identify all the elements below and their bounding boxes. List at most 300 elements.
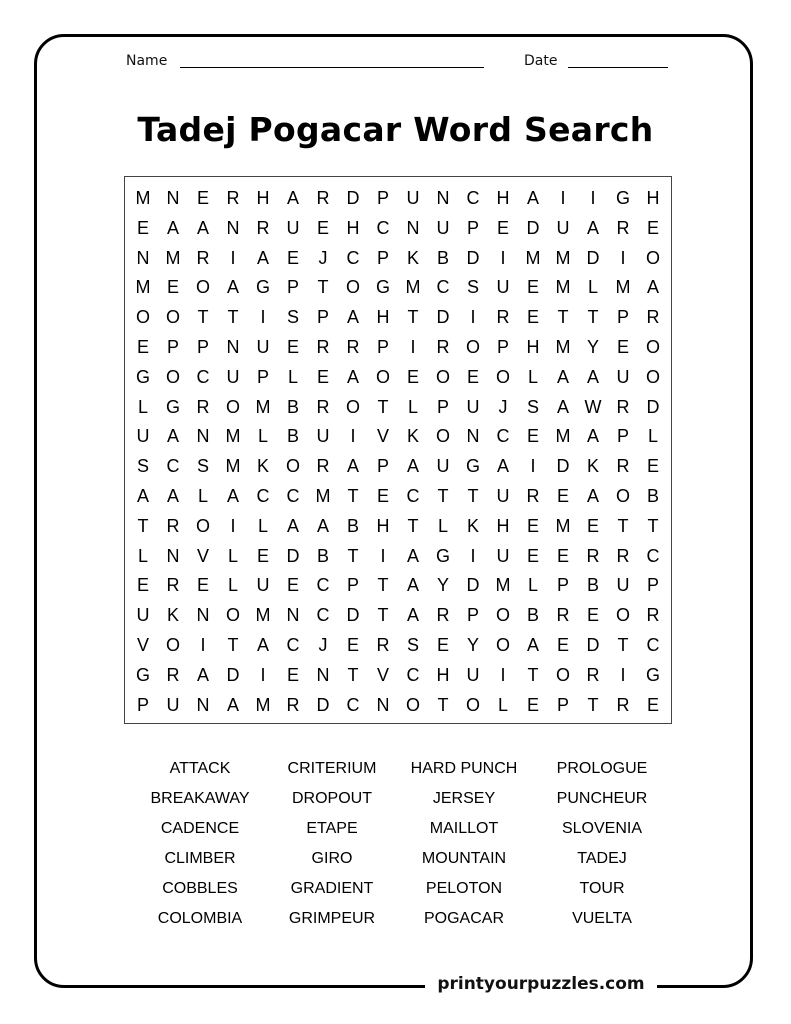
- grid-letter[interactable]: C: [376, 217, 390, 238]
- grid-letter[interactable]: S: [526, 396, 539, 417]
- grid-letter[interactable]: B: [286, 396, 299, 417]
- grid-letter[interactable]: E: [136, 575, 149, 596]
- grid-letter[interactable]: P: [136, 694, 149, 715]
- grid-letter[interactable]: W: [584, 396, 602, 417]
- grid-letter[interactable]: U: [256, 575, 270, 596]
- grid-letter[interactable]: R: [646, 307, 660, 328]
- grid-letter[interactable]: U: [406, 188, 420, 208]
- grid-letter[interactable]: A: [496, 456, 509, 477]
- grid-letter[interactable]: Y: [466, 635, 479, 655]
- grid-letter[interactable]: G: [255, 277, 270, 298]
- grid-letter[interactable]: R: [586, 545, 600, 566]
- grid-letter[interactable]: C: [166, 456, 180, 477]
- grid-letter[interactable]: R: [196, 396, 210, 417]
- grid-letter[interactable]: E: [346, 635, 359, 655]
- grid-letter[interactable]: P: [346, 575, 359, 596]
- grid-letter[interactable]: K: [406, 247, 419, 268]
- grid-letter[interactable]: E: [286, 664, 299, 685]
- grid-letter[interactable]: U: [136, 605, 150, 626]
- grid-letter[interactable]: P: [376, 337, 389, 357]
- grid-letter[interactable]: O: [375, 366, 390, 387]
- grid-letter[interactable]: C: [646, 545, 660, 566]
- grid-letter[interactable]: K: [166, 605, 179, 626]
- grid-letter[interactable]: I: [410, 337, 416, 357]
- grid-letter[interactable]: O: [345, 277, 360, 298]
- grid-letter[interactable]: B: [346, 515, 359, 536]
- grid-letter[interactable]: M: [555, 515, 571, 536]
- grid-letter[interactable]: U: [496, 486, 510, 506]
- grid-letter[interactable]: T: [467, 486, 479, 506]
- grid-letter[interactable]: U: [286, 217, 300, 238]
- grid-letter[interactable]: E: [526, 277, 539, 298]
- grid-letter[interactable]: G: [435, 545, 450, 566]
- grid-letter[interactable]: O: [465, 337, 480, 357]
- grid-letter[interactable]: M: [525, 247, 541, 268]
- grid-letter[interactable]: L: [647, 426, 658, 447]
- grid-letter[interactable]: R: [316, 456, 330, 477]
- grid-letter[interactable]: S: [466, 277, 479, 298]
- grid-letter[interactable]: M: [225, 426, 241, 447]
- grid-letter[interactable]: V: [376, 426, 389, 447]
- grid-letter[interactable]: E: [586, 605, 599, 626]
- grid-letter[interactable]: U: [616, 575, 630, 596]
- grid-letter[interactable]: D: [586, 635, 600, 655]
- grid-letter[interactable]: E: [526, 307, 539, 328]
- grid-letter[interactable]: U: [436, 456, 450, 477]
- grid-letter[interactable]: G: [645, 664, 660, 685]
- grid-letter[interactable]: R: [436, 337, 450, 357]
- grid-letter[interactable]: S: [286, 307, 299, 328]
- grid-letter[interactable]: N: [436, 188, 450, 208]
- grid-letter[interactable]: H: [376, 515, 390, 536]
- grid-letter[interactable]: C: [406, 664, 420, 685]
- grid-letter[interactable]: E: [166, 277, 179, 298]
- grid-letter[interactable]: U: [616, 366, 630, 387]
- grid-letter[interactable]: A: [226, 486, 239, 506]
- grid-letter[interactable]: D: [556, 456, 570, 477]
- grid-letter[interactable]: E: [286, 337, 299, 357]
- grid-letter[interactable]: R: [166, 664, 180, 685]
- grid-letter[interactable]: G: [135, 664, 150, 685]
- grid-letter[interactable]: A: [556, 366, 569, 387]
- grid-letter[interactable]: C: [496, 426, 510, 447]
- grid-letter[interactable]: I: [560, 188, 566, 208]
- grid-letter[interactable]: L: [527, 366, 538, 387]
- grid-letter[interactable]: O: [645, 366, 660, 387]
- grid-letter[interactable]: T: [527, 664, 539, 685]
- grid-letter[interactable]: N: [376, 694, 390, 715]
- grid-letter[interactable]: L: [257, 426, 268, 447]
- grid-letter[interactable]: E: [586, 515, 599, 536]
- grid-letter[interactable]: R: [286, 694, 300, 715]
- grid-letter[interactable]: H: [646, 188, 660, 208]
- grid-letter[interactable]: A: [646, 277, 659, 298]
- grid-letter[interactable]: E: [196, 188, 209, 208]
- grid-letter[interactable]: E: [526, 515, 539, 536]
- grid-letter[interactable]: T: [347, 664, 359, 685]
- grid-letter[interactable]: D: [226, 664, 240, 685]
- grid-letter[interactable]: C: [346, 694, 360, 715]
- grid-letter[interactable]: A: [526, 188, 539, 208]
- grid-letter[interactable]: E: [556, 486, 569, 506]
- grid-letter[interactable]: A: [586, 217, 599, 238]
- grid-letter[interactable]: O: [225, 605, 240, 626]
- grid-letter[interactable]: L: [437, 515, 448, 536]
- grid-letter[interactable]: A: [166, 486, 179, 506]
- grid-letter[interactable]: P: [376, 188, 389, 208]
- grid-letter[interactable]: A: [316, 515, 329, 536]
- grid-letter[interactable]: R: [616, 545, 630, 566]
- grid-letter[interactable]: O: [135, 307, 150, 328]
- grid-letter[interactable]: R: [586, 664, 600, 685]
- grid-letter[interactable]: I: [470, 545, 476, 566]
- grid-letter[interactable]: M: [225, 456, 241, 477]
- grid-letter[interactable]: P: [286, 277, 299, 298]
- grid-letter[interactable]: T: [437, 694, 449, 715]
- grid-letter[interactable]: V: [196, 545, 209, 566]
- grid-letter[interactable]: P: [616, 307, 629, 328]
- grid-letter[interactable]: C: [256, 486, 270, 506]
- grid-letter[interactable]: A: [226, 694, 239, 715]
- grid-letter[interactable]: E: [526, 545, 539, 566]
- grid-letter[interactable]: Y: [436, 575, 449, 596]
- grid-letter[interactable]: O: [495, 366, 510, 387]
- grid-letter[interactable]: P: [616, 426, 629, 447]
- grid-letter[interactable]: T: [617, 635, 629, 655]
- grid-letter[interactable]: I: [350, 426, 356, 447]
- grid-letter[interactable]: N: [166, 545, 180, 566]
- grid-letter[interactable]: R: [346, 337, 360, 357]
- grid-letter[interactable]: N: [316, 664, 330, 685]
- grid-letter[interactable]: H: [526, 337, 540, 357]
- grid-letter[interactable]: P: [556, 694, 569, 715]
- grid-letter[interactable]: P: [646, 575, 659, 596]
- grid-letter[interactable]: D: [346, 605, 360, 626]
- grid-letter[interactable]: R: [616, 456, 630, 477]
- grid-letter[interactable]: H: [496, 188, 510, 208]
- grid-letter[interactable]: J: [498, 396, 508, 417]
- grid-letter[interactable]: N: [286, 605, 300, 626]
- grid-letter[interactable]: R: [256, 217, 270, 238]
- grid-letter[interactable]: O: [465, 694, 480, 715]
- grid-letter[interactable]: S: [406, 635, 419, 655]
- grid-letter[interactable]: I: [260, 307, 266, 328]
- grid-letter[interactable]: T: [557, 307, 569, 328]
- grid-letter[interactable]: P: [556, 575, 569, 596]
- grid-letter[interactable]: U: [256, 337, 270, 357]
- grid-letter[interactable]: C: [646, 635, 660, 655]
- grid-letter[interactable]: V: [376, 664, 389, 685]
- grid-letter[interactable]: R: [316, 396, 330, 417]
- grid-letter[interactable]: O: [555, 664, 570, 685]
- grid-letter[interactable]: V: [136, 635, 149, 655]
- grid-letter[interactable]: K: [466, 515, 479, 536]
- grid-letter[interactable]: L: [227, 575, 238, 596]
- grid-letter[interactable]: I: [500, 664, 506, 685]
- grid-letter[interactable]: E: [406, 366, 419, 387]
- grid-letter[interactable]: O: [435, 426, 450, 447]
- grid-letter[interactable]: P: [466, 217, 479, 238]
- grid-letter[interactable]: E: [286, 247, 299, 268]
- grid-letter[interactable]: O: [645, 247, 660, 268]
- grid-letter[interactable]: C: [286, 486, 300, 506]
- grid-letter[interactable]: C: [196, 366, 210, 387]
- grid-letter[interactable]: T: [407, 307, 419, 328]
- grid-letter[interactable]: N: [196, 426, 210, 447]
- grid-letter[interactable]: T: [377, 396, 389, 417]
- grid-letter[interactable]: L: [287, 366, 298, 387]
- grid-letter[interactable]: R: [316, 337, 330, 357]
- grid-letter[interactable]: K: [406, 426, 419, 447]
- grid-letter[interactable]: O: [495, 605, 510, 626]
- grid-letter[interactable]: I: [230, 515, 236, 536]
- grid-letter[interactable]: A: [406, 605, 419, 626]
- grid-letter[interactable]: M: [255, 396, 271, 417]
- grid-letter[interactable]: A: [346, 307, 359, 328]
- grid-letter[interactable]: I: [590, 188, 596, 208]
- grid-letter[interactable]: M: [405, 277, 421, 298]
- grid-letter[interactable]: M: [255, 694, 271, 715]
- grid-letter[interactable]: D: [286, 545, 300, 566]
- grid-letter[interactable]: C: [346, 247, 360, 268]
- date-field-line[interactable]: [568, 67, 668, 68]
- grid-letter[interactable]: K: [586, 456, 599, 477]
- grid-letter[interactable]: E: [496, 217, 509, 238]
- grid-letter[interactable]: A: [286, 515, 299, 536]
- grid-letter[interactable]: I: [470, 307, 476, 328]
- grid-letter[interactable]: H: [496, 515, 510, 536]
- grid-letter[interactable]: I: [380, 545, 386, 566]
- grid-letter[interactable]: N: [196, 694, 210, 715]
- grid-letter[interactable]: O: [285, 456, 300, 477]
- grid-letter[interactable]: L: [137, 545, 148, 566]
- grid-letter[interactable]: E: [256, 545, 269, 566]
- grid-letter[interactable]: M: [135, 277, 151, 298]
- grid-letter[interactable]: R: [436, 605, 450, 626]
- grid-letter[interactable]: P: [436, 396, 449, 417]
- grid-letter[interactable]: P: [196, 337, 209, 357]
- grid-letter[interactable]: A: [256, 247, 269, 268]
- grid-letter[interactable]: D: [586, 247, 600, 268]
- grid-letter[interactable]: P: [466, 605, 479, 626]
- grid-letter[interactable]: E: [316, 217, 329, 238]
- grid-letter[interactable]: U: [226, 366, 240, 387]
- grid-letter[interactable]: Y: [586, 337, 599, 357]
- grid-letter[interactable]: T: [347, 486, 359, 506]
- grid-letter[interactable]: N: [226, 337, 240, 357]
- grid-letter[interactable]: G: [165, 396, 180, 417]
- grid-letter[interactable]: P: [256, 366, 269, 387]
- grid-letter[interactable]: O: [195, 515, 210, 536]
- grid-letter[interactable]: M: [615, 277, 631, 298]
- grid-letter[interactable]: A: [256, 635, 269, 655]
- grid-letter[interactable]: A: [226, 277, 239, 298]
- grid-letter[interactable]: P: [316, 307, 329, 328]
- grid-letter[interactable]: L: [197, 486, 208, 506]
- grid-letter[interactable]: L: [527, 575, 538, 596]
- grid-letter[interactable]: T: [317, 277, 329, 298]
- grid-letter[interactable]: S: [196, 456, 209, 477]
- grid-letter[interactable]: O: [645, 337, 660, 357]
- grid-letter[interactable]: R: [316, 188, 330, 208]
- grid-letter[interactable]: C: [316, 605, 330, 626]
- grid-letter[interactable]: T: [377, 605, 389, 626]
- grid-letter[interactable]: H: [346, 217, 360, 238]
- grid-letter[interactable]: E: [316, 366, 329, 387]
- grid-letter[interactable]: N: [466, 426, 480, 447]
- grid-letter[interactable]: T: [227, 307, 239, 328]
- grid-letter[interactable]: T: [617, 515, 629, 536]
- grid-letter[interactable]: E: [196, 575, 209, 596]
- grid-letter[interactable]: M: [495, 575, 511, 596]
- grid-letter[interactable]: L: [497, 694, 508, 715]
- grid-letter[interactable]: D: [526, 217, 540, 238]
- grid-letter[interactable]: B: [586, 575, 599, 596]
- grid-letter[interactable]: O: [405, 694, 420, 715]
- grid-letter[interactable]: P: [376, 456, 389, 477]
- grid-letter[interactable]: I: [500, 247, 506, 268]
- grid-letter[interactable]: T: [197, 307, 209, 328]
- grid-letter[interactable]: A: [406, 575, 419, 596]
- grid-letter[interactable]: A: [286, 188, 299, 208]
- grid-letter[interactable]: R: [376, 635, 390, 655]
- grid-letter[interactable]: M: [165, 247, 181, 268]
- grid-letter[interactable]: M: [555, 247, 571, 268]
- grid-letter[interactable]: K: [256, 456, 269, 477]
- grid-letter[interactable]: A: [346, 366, 359, 387]
- grid-letter[interactable]: U: [496, 277, 510, 298]
- grid-letter[interactable]: I: [230, 247, 236, 268]
- grid-letter[interactable]: I: [620, 664, 626, 685]
- grid-letter[interactable]: O: [615, 605, 630, 626]
- grid-letter[interactable]: C: [286, 635, 300, 655]
- grid-letter[interactable]: O: [615, 486, 630, 506]
- grid-letter[interactable]: A: [406, 456, 419, 477]
- grid-letter[interactable]: B: [526, 605, 539, 626]
- grid-letter[interactable]: D: [466, 247, 480, 268]
- name-field-line[interactable]: [180, 67, 484, 68]
- grid-letter[interactable]: C: [406, 486, 420, 506]
- grid-letter[interactable]: R: [526, 486, 540, 506]
- grid-letter[interactable]: M: [255, 605, 271, 626]
- grid-letter[interactable]: U: [466, 664, 480, 685]
- grid-letter[interactable]: N: [406, 217, 420, 238]
- grid-letter[interactable]: J: [318, 635, 328, 655]
- grid-letter[interactable]: I: [530, 456, 536, 477]
- grid-letter[interactable]: L: [257, 515, 268, 536]
- grid-letter[interactable]: J: [318, 247, 328, 268]
- grid-letter[interactable]: T: [437, 486, 449, 506]
- grid-letter[interactable]: T: [587, 307, 599, 328]
- grid-letter[interactable]: U: [466, 396, 480, 417]
- grid-letter[interactable]: I: [260, 664, 266, 685]
- grid-letter[interactable]: T: [137, 515, 149, 536]
- grid-letter[interactable]: S: [136, 456, 149, 477]
- grid-letter[interactable]: I: [200, 635, 206, 655]
- grid-letter[interactable]: E: [286, 575, 299, 596]
- grid-letter[interactable]: R: [496, 307, 510, 328]
- grid-letter[interactable]: T: [647, 515, 659, 536]
- grid-letter[interactable]: E: [136, 337, 149, 357]
- grid-letter[interactable]: G: [615, 188, 630, 208]
- grid-letter[interactable]: R: [616, 217, 630, 238]
- grid-letter[interactable]: R: [196, 247, 210, 268]
- grid-letter[interactable]: R: [166, 575, 180, 596]
- grid-letter[interactable]: M: [555, 337, 571, 357]
- grid-letter[interactable]: E: [556, 545, 569, 566]
- grid-letter[interactable]: U: [136, 426, 150, 447]
- grid-letter[interactable]: M: [315, 486, 331, 506]
- grid-letter[interactable]: U: [436, 217, 450, 238]
- grid-letter[interactable]: U: [166, 694, 180, 715]
- grid-letter[interactable]: E: [556, 635, 569, 655]
- grid-letter[interactable]: E: [526, 694, 539, 715]
- grid-letter[interactable]: G: [465, 456, 480, 477]
- grid-letter[interactable]: O: [495, 635, 510, 655]
- grid-letter[interactable]: R: [616, 694, 630, 715]
- grid-letter[interactable]: L: [137, 396, 148, 417]
- grid-letter[interactable]: C: [316, 575, 330, 596]
- grid-letter[interactable]: O: [345, 396, 360, 417]
- grid-letter[interactable]: D: [316, 694, 330, 715]
- grid-letter[interactable]: U: [316, 426, 330, 447]
- grid-letter[interactable]: E: [466, 366, 479, 387]
- grid-letter[interactable]: L: [407, 396, 418, 417]
- grid-letter[interactable]: N: [136, 247, 150, 268]
- grid-letter[interactable]: E: [616, 337, 629, 357]
- grid-letter[interactable]: C: [466, 188, 480, 208]
- grid-letter[interactable]: G: [135, 366, 150, 387]
- grid-letter[interactable]: H: [256, 188, 270, 208]
- grid-letter[interactable]: E: [376, 486, 389, 506]
- grid-letter[interactable]: T: [407, 515, 419, 536]
- grid-letter[interactable]: A: [586, 366, 599, 387]
- grid-letter[interactable]: A: [166, 426, 179, 447]
- grid-letter[interactable]: E: [646, 456, 659, 477]
- grid-letter[interactable]: R: [556, 605, 570, 626]
- grid-letter[interactable]: T: [587, 694, 599, 715]
- grid-letter[interactable]: D: [436, 307, 450, 328]
- grid-letter[interactable]: A: [196, 217, 209, 238]
- grid-letter[interactable]: A: [586, 426, 599, 447]
- grid-letter[interactable]: P: [166, 337, 179, 357]
- grid-letter[interactable]: H: [376, 307, 390, 328]
- grid-letter[interactable]: C: [436, 277, 450, 298]
- grid-letter[interactable]: L: [587, 277, 598, 298]
- grid-letter[interactable]: E: [646, 217, 659, 238]
- grid-letter[interactable]: R: [646, 605, 660, 626]
- grid-letter[interactable]: N: [196, 605, 210, 626]
- grid-letter[interactable]: U: [556, 217, 570, 238]
- grid-letter[interactable]: B: [436, 247, 449, 268]
- grid-letter[interactable]: O: [165, 366, 180, 387]
- grid-letter[interactable]: D: [646, 396, 660, 417]
- grid-letter[interactable]: I: [620, 247, 626, 268]
- grid-letter[interactable]: D: [346, 188, 360, 208]
- grid-letter[interactable]: R: [226, 188, 240, 208]
- grid-letter[interactable]: A: [406, 545, 419, 566]
- grid-letter[interactable]: R: [166, 515, 180, 536]
- grid-letter[interactable]: E: [646, 694, 659, 715]
- grid-letter[interactable]: P: [496, 337, 509, 357]
- grid-letter[interactable]: A: [346, 456, 359, 477]
- grid-letter[interactable]: T: [377, 575, 389, 596]
- grid-letter[interactable]: M: [555, 277, 571, 298]
- grid-letter[interactable]: P: [376, 247, 389, 268]
- grid-letter[interactable]: T: [347, 545, 359, 566]
- grid-letter[interactable]: U: [496, 545, 510, 566]
- grid-letter[interactable]: M: [135, 188, 151, 208]
